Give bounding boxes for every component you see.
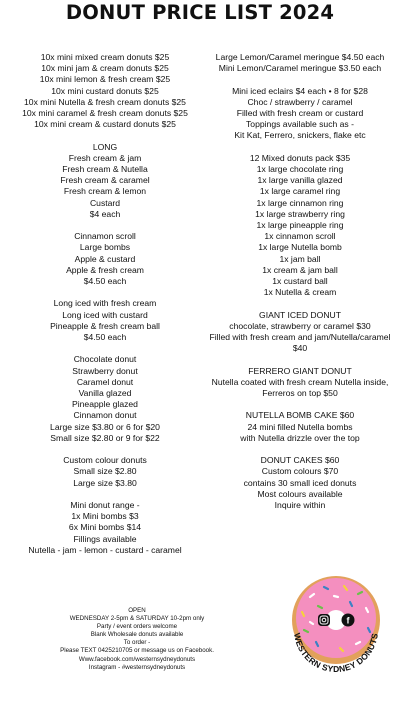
footer-line: WEDNESDAY 2-5pm & SATURDAY 10-2pm only (69, 615, 205, 623)
footer-line: Blank Wholesale donuts available (90, 631, 184, 639)
price-line: LONG (92, 141, 118, 152)
right-price-column (200, 52, 400, 511)
price-line: Strawberry donut (72, 365, 138, 376)
section-gap (200, 444, 400, 455)
price-line: Fresh cream & caramel (60, 175, 150, 186)
price-line: 1x jam ball (279, 253, 321, 264)
footer-line: To order - (123, 639, 151, 647)
opening-hours-footer (37, 607, 237, 672)
page-title: DONUT PRICE LIST 2024 (65, 1, 335, 24)
price-line: Caramel donut (76, 376, 134, 387)
price-line: Large size $3.80 (73, 477, 137, 488)
price-line: 1x cream & jam ball (262, 264, 338, 275)
logo-text: WESTERN SYDNEY DONUTS (291, 632, 380, 675)
price-line: Long iced with custard (62, 309, 148, 320)
price-line: with Nutella drizzle over the top (240, 432, 360, 443)
section-gap (200, 399, 400, 410)
price-line: Inquire within (274, 500, 326, 511)
price-line: Large size $3.80 or 6 for $20 (50, 421, 160, 432)
price-line: 1x large pineapple ring (256, 220, 344, 231)
price-line: DONUT CAKES $60 (260, 455, 340, 466)
price-line: 1x large Nutella bomb (258, 242, 342, 253)
price-line: Fresh cream & Nutella (62, 164, 148, 175)
price-line: Long iced with fresh cream (53, 298, 157, 309)
price-line: Large bombs (79, 242, 131, 253)
section-gap (5, 287, 205, 298)
section-gap (5, 220, 205, 231)
price-line: Nutella - jam - lemon - custard - caramel (28, 544, 182, 555)
price-line: NUTELLA BOMB CAKE $60 (245, 410, 355, 421)
price-line: Cinnamon donut (73, 410, 137, 421)
price-line: 1x large cinnamon ring (256, 197, 344, 208)
footer-line: Www.facebook.com/westernsydneydonuts (78, 655, 196, 663)
price-line: Choc / strawberry / caramel (247, 96, 353, 107)
western-sydney-donuts-logo (280, 572, 392, 684)
footer-line: Party / event orders welcome (96, 623, 178, 631)
price-line: $4.50 each (83, 332, 127, 343)
price-line: Custom colours $70 (261, 466, 339, 477)
price-line: Fillings available (73, 533, 137, 544)
section-gap (5, 444, 205, 455)
price-line: 1x large vanilla glazed (257, 175, 343, 186)
price-line: Most colours available (257, 488, 343, 499)
price-line: 1x custard ball (272, 276, 328, 287)
price-line: chocolate, strawberry or caramel $30 (229, 320, 371, 331)
price-line: Small size $2.80 or 9 for $22 (50, 432, 160, 443)
price-line: 12 Mixed donuts pack $35 (249, 152, 351, 163)
price-line: 10x mini Nutella & fresh cream donuts $25 (24, 96, 186, 107)
price-line: 1x Nutella & cream (263, 287, 337, 298)
price-line: contains 30 small iced donuts (243, 477, 357, 488)
price-line: Custom colour donuts (63, 455, 147, 466)
price-line: 1x large chocolate ring (256, 164, 344, 174)
price-line: Filled with fresh cream and jam/Nutella/caramel (209, 332, 391, 343)
instagram-icon[interactable] (318, 614, 330, 626)
price-line: Pineapple & fresh cream ball (50, 320, 160, 331)
svg-text:f: f (346, 615, 350, 626)
price-line: Ferreros on top $50 (262, 388, 338, 399)
price-line: Mini donut range - (70, 500, 140, 511)
price-line: 10x mini caramel & fresh cream donuts $25 (22, 108, 188, 119)
price-line: GIANT ICED DONUT (259, 309, 341, 320)
price-line: $4 each (89, 208, 121, 219)
price-line: 10x mini lemon & fresh cream $25 (39, 74, 171, 85)
section-gap (5, 343, 205, 354)
section-gap (200, 354, 400, 365)
price-line: Toppings available such as - (246, 119, 354, 130)
price-line: Small size $2.80 (73, 466, 137, 477)
price-line: 1x cinnamon scroll (264, 231, 336, 242)
footer-line: Please TEXT 0425210705 or message us on Facebook. (60, 647, 214, 655)
left-price-column (5, 52, 205, 556)
price-line: Apple & custard (74, 253, 136, 264)
price-line: Mini iced eclairs $4 each • 8 for $28 (232, 85, 368, 96)
price-line: 10x mini cream & custard donuts $25 (34, 119, 176, 130)
price-line: Large Lemon/Caramel meringue $4.50 each (215, 52, 385, 62)
price-line: Kit Kat, Ferrero, snickers, flake etc (234, 130, 366, 141)
price-line: 24 mini filled Nutella bombs (247, 421, 353, 432)
price-line: $4.50 each (83, 276, 127, 287)
price-line: Fresh cream & lemon (63, 186, 147, 197)
footer-line: Instagram - #westernsydneydonuts (88, 663, 186, 671)
price-line: 10x mini mixed cream donuts $25 (40, 52, 170, 62)
price-line: Chocolate donut (73, 354, 137, 365)
price-line: 1x large caramel ring (259, 186, 341, 197)
section-gap (5, 489, 205, 500)
section-gap (5, 130, 205, 141)
footer-line: OPEN (128, 607, 146, 614)
facebook-icon[interactable] (342, 614, 355, 627)
price-line: Vanilla glazed (78, 388, 132, 399)
price-line: 1x large strawberry ring (255, 208, 345, 219)
price-line: 10x mini custard donuts $25 (51, 85, 159, 96)
price-line: Fresh cream & jam (68, 152, 142, 163)
price-line: Custard (89, 197, 121, 208)
price-line: Cinnamon scroll (74, 231, 136, 242)
price-line: 6x Mini bombs $14 (68, 522, 142, 533)
section-gap (200, 298, 400, 309)
price-line: Mini Lemon/Caramel meringue $3.50 each (218, 63, 382, 74)
price-line: 10x mini jam & cream donuts $25 (41, 63, 169, 74)
price-line: Apple & fresh cream (66, 264, 144, 275)
section-gap (200, 142, 400, 153)
price-line: $40 (292, 343, 308, 354)
price-line: 1x Mini bombs $3 (71, 511, 139, 522)
price-line: FERRERO GIANT DONUT (248, 365, 352, 376)
price-line: Nutella coated with fresh cream Nutella inside, (211, 376, 389, 387)
section-gap (200, 74, 400, 85)
price-line: Pineapple glazed (72, 399, 138, 410)
price-line: Filled with fresh cream or custard (236, 108, 364, 118)
